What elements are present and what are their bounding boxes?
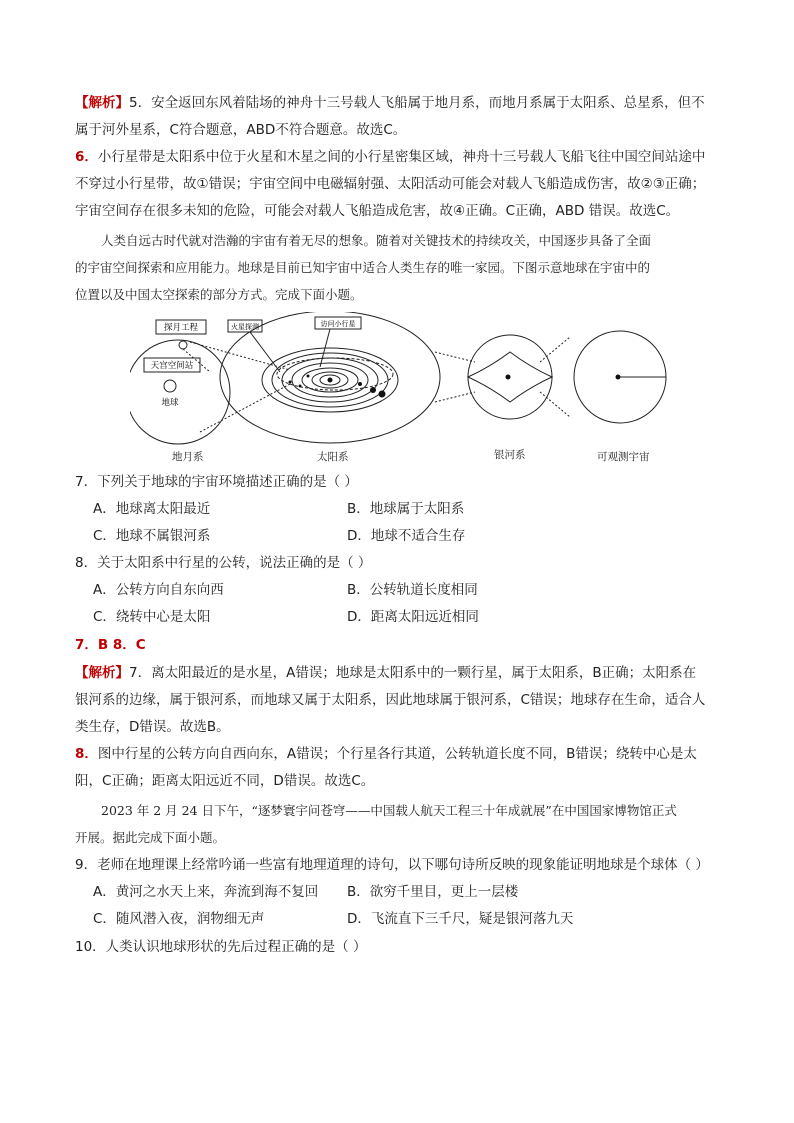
q8-analysis-line-2: 阳，C正确；距离太阳远近不同，D错误。故选C。 — [75, 773, 375, 789]
passage2-line-2: 开展。据此完成下面小题。 — [75, 830, 226, 845]
label-earth: 地球 — [161, 398, 179, 408]
q9-option-a[interactable]: A．黄河之水天上来，奔流到海不复回 — [93, 884, 319, 900]
q8-option-a[interactable]: A．公转方向自东向西 — [93, 582, 224, 598]
passage1-line-3: 位置以及中国太空探索的部分方式。完成下面小题。 — [75, 287, 363, 302]
q6-number: 6． — [75, 149, 98, 165]
earth-moon-system-circle — [130, 340, 230, 444]
q7-option-c[interactable]: C．地球不属银河系 — [93, 528, 211, 544]
q9-option-c[interactable]: C．随风潜入夜，润物细无声 — [93, 911, 265, 927]
q7-analysis-line-1: 【解析】7．离太阳最近的是水星，A错误；地球是太阳系中的一颗行星，属于太阳系，B正确；太阳系在 — [75, 665, 697, 681]
q9-option-b[interactable]: B．欲穷千里目，更上一层楼 — [347, 884, 519, 900]
q6-analysis-line-3: 宇宙空间存在很多未知的危险，可能会对载人飞船造成危害，故④正确。C正确，ABD 错误。故选C。 — [75, 203, 680, 219]
q7-stem: 7．下列关于地球的宇宙环境描述正确的是（ ） — [75, 474, 358, 490]
label-space-station: 天宫空间站 — [150, 361, 194, 371]
q9-stem: 9．老师在地理课上经常吟诵一些富有地理道理的诗句，以下哪句诗所反映的现象能证明地球是个球体（ ） — [75, 857, 709, 873]
earth-icon — [164, 380, 176, 392]
q8-number: 8． — [75, 746, 98, 762]
analysis-label: 【解析】 — [75, 95, 129, 111]
q8-analysis-line-1: 8．图中行星的公转方向自西向东，A错误；个行星各行其道，公转轨道长度不同，B错误；绕转中心是太 — [75, 746, 697, 762]
moon-icon — [179, 341, 187, 349]
q7-analysis-line-2: 银河系的边缘，属于银河系，而地球又属于太阳系，因此地球属于银河系，C错误；地球存在生命，适合人 — [75, 692, 706, 708]
label-asteroid-visit: 访问小行星 — [320, 320, 356, 328]
universe-position-diagram — [130, 312, 670, 462]
caption-observable-universe: 可观测宇宙 — [597, 451, 650, 463]
q9-option-d[interactable]: D．飞流直下三千尺，疑是银河落九天 — [347, 911, 574, 927]
q7-analysis-line-3: 类生存，D错误。故选B。 — [75, 719, 230, 735]
label-lunar-program: 探月工程 — [163, 323, 199, 333]
caption-solar-system: 太阳系 — [317, 451, 349, 463]
passage2-line-1: 2023 年 2 月 24 日下午，“逐梦寰宇问苍穹——中国载人航天工程三十年成就展”在中国国家博物馆正式 — [101, 803, 677, 818]
q5-analysis-line-1: 【解析】5．安全返回东风着陆场的神舟十三号载人飞船属于地月系，而地月系属于太阳系、总星系，但不 — [75, 95, 705, 111]
q5-analysis-line-2: 属于河外星系，C符合题意，ABD不符合题意。故选C。 — [75, 122, 407, 138]
q8-option-c[interactable]: C．绕转中心是太阳 — [93, 609, 211, 625]
passage1-line-2: 的宇宙空间探索和应用能力。地球是目前已知宇宙中适合人类生存的唯一家园。下图示意地球在宇宙中的 — [75, 260, 651, 275]
label-mars-exploration: 火星探测 — [231, 323, 259, 331]
q6-analysis-line-2: 不穿过小行星带，故①错误；宇宙空间中电磁辐射强、太阳活动可能会对载人飞船造成伤害，故②③正确； — [75, 176, 706, 192]
q10-stem: 10．人类认识地球形状的先后过程正确的是（ ） — [75, 939, 367, 955]
q8-option-b[interactable]: B．公转轨道长度相同 — [347, 582, 478, 598]
caption-milky-way: 银河系 — [494, 449, 526, 461]
answers-7-8: 7．B 8．C — [75, 637, 146, 653]
q7-option-b[interactable]: B．地球属于太阳系 — [347, 501, 465, 517]
passage1-line-1: 人类自远古时代就对浩瀚的宇宙有着无尽的想象。随着对关键技术的持续攻关，中国逐步具备了全面 — [101, 233, 652, 248]
q7-option-d[interactable]: D．地球不适合生存 — [347, 528, 466, 544]
q8-stem: 8．关于太阳系中行星的公转，说法正确的是（ ） — [75, 555, 372, 571]
q6-analysis-line-1: 6．小行星带是太阳系中位于火星和木星之间的小行星密集区域，神舟十三号载人飞船飞往中国空间站途中 — [75, 149, 706, 165]
caption-earth-moon-system: 地月系 — [172, 451, 204, 463]
q7-option-a[interactable]: A．地球离太阳最近 — [93, 501, 211, 517]
sun-icon — [328, 378, 333, 383]
q8-option-d[interactable]: D．距离太阳远近相同 — [347, 609, 479, 625]
